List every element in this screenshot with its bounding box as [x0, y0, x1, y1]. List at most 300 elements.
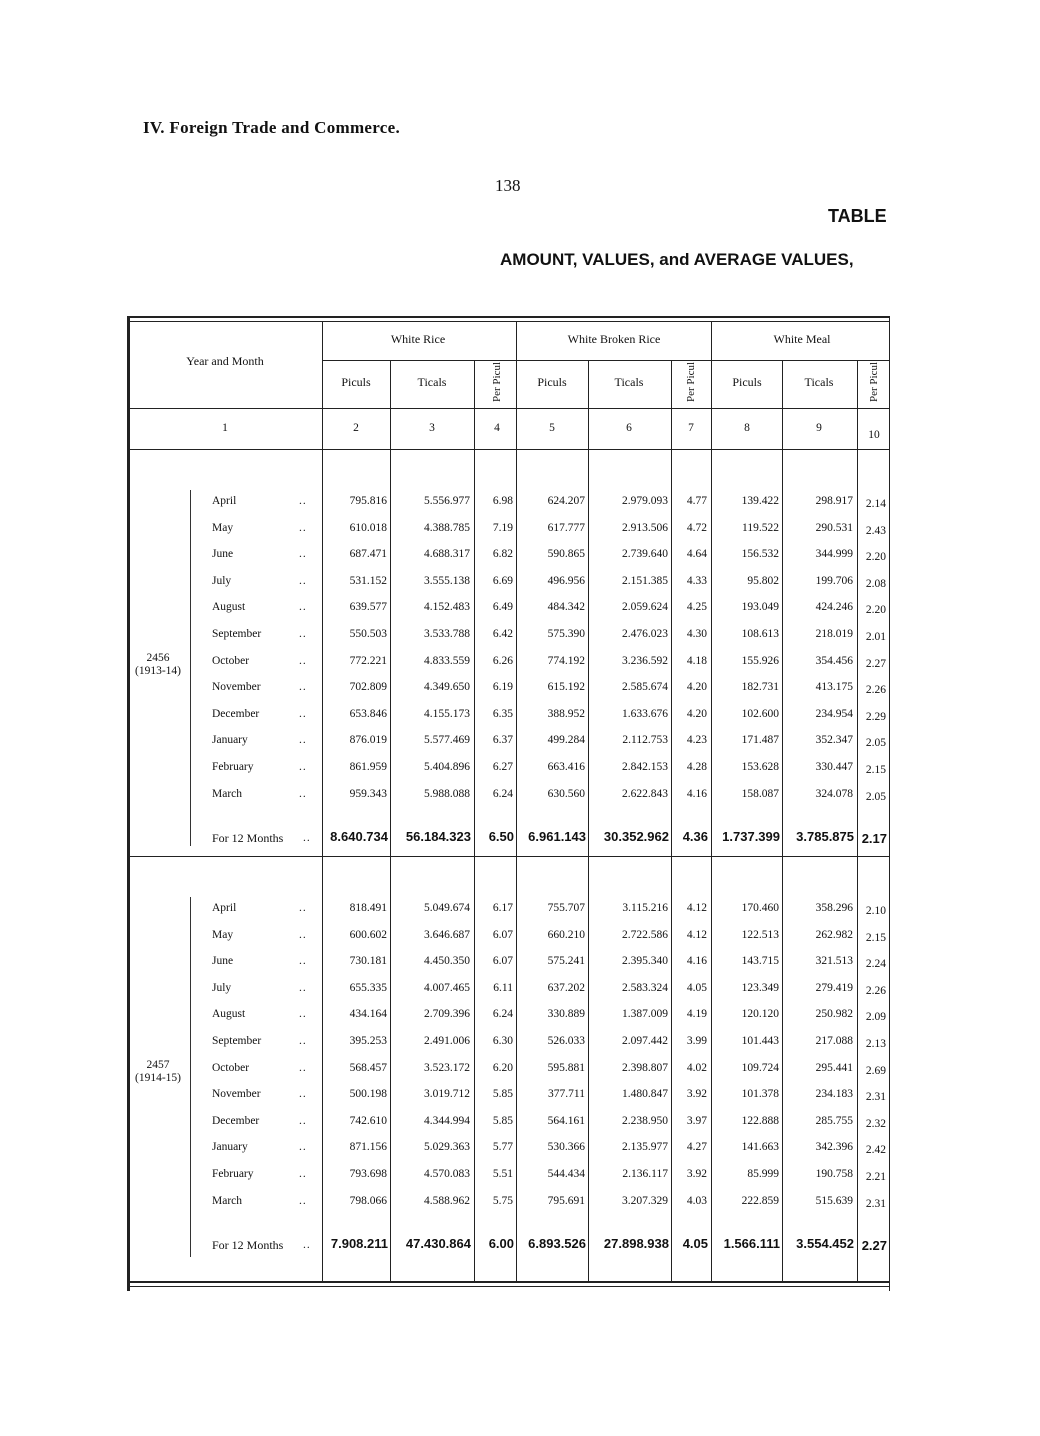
table-cell: 6.30 — [492, 1035, 513, 1047]
table-cell: 575.390 — [547, 628, 585, 640]
table-cell: 3.115.216 — [622, 902, 668, 914]
total-cell: 6.00 — [488, 1236, 514, 1251]
subheader-per-picul: Per Picul — [685, 361, 697, 403]
table-cell: 2.722.586 — [622, 928, 668, 941]
leader-dots: .. — [299, 1168, 307, 1180]
table-cell: 3.019.712 — [424, 1088, 470, 1101]
table-cell: 575.241 — [547, 955, 585, 968]
table-cell: 6.07 — [492, 928, 513, 941]
colnum-bottom-line — [127, 449, 890, 450]
table-cell: 2.979.093 — [622, 495, 668, 507]
column-number: 1 — [222, 422, 228, 434]
table-cell: 742.610 — [349, 1114, 387, 1127]
table-cell: 5.51 — [492, 1168, 513, 1180]
leader-dots: .. — [299, 1088, 307, 1101]
table-cell: 2.14 — [865, 498, 886, 510]
leader-dots: .. — [299, 628, 307, 640]
month-label: December — [212, 1114, 260, 1127]
table-cell: 2.585.674 — [622, 681, 668, 694]
table-cell: 595.881 — [547, 1061, 585, 1074]
page-number: 138 — [495, 176, 521, 195]
table-cell: 730.181 — [349, 955, 387, 968]
table-cell: 119.522 — [742, 521, 779, 534]
table-cell: 5.577.469 — [424, 734, 470, 747]
table-cell: 5.85 — [492, 1088, 513, 1101]
table-cell: 2.26 — [865, 684, 886, 697]
month-label: April — [212, 495, 237, 507]
table-cell: 6.11 — [493, 981, 513, 994]
leader-dots: .. — [299, 601, 307, 614]
table-cell: 818.491 — [349, 902, 387, 914]
table-cell: 2.09 — [865, 1011, 886, 1024]
table-cell: 108.613 — [741, 628, 779, 640]
table-cell: 630.560 — [547, 787, 585, 800]
table-cell: 153.628 — [741, 761, 779, 773]
table-cell: 3.92 — [686, 1168, 707, 1180]
table-cell: 3.207.329 — [622, 1194, 668, 1207]
leader-dots: .. — [299, 1008, 307, 1021]
table-cell: 4.570.083 — [424, 1168, 470, 1180]
column-number: 10 — [868, 429, 880, 441]
month-label: March — [212, 787, 243, 800]
table-cell: 3.555.138 — [424, 574, 470, 587]
column-number: 4 — [494, 422, 500, 434]
table-cell: 568.457 — [349, 1061, 387, 1074]
leader-dots: .. — [299, 981, 307, 994]
table-cell: 279.419 — [815, 981, 853, 994]
col-separator — [474, 361, 475, 1281]
group-header-white-broken-rice: White Broken Rice — [567, 332, 661, 346]
table-cell: 109.724 — [741, 1061, 779, 1074]
leader-dots: .. — [299, 787, 307, 800]
column-number: 2 — [353, 422, 359, 434]
month-label: September — [212, 1035, 262, 1047]
table-cell: 352.347 — [815, 734, 853, 747]
table-cell: 4.03 — [686, 1194, 707, 1207]
leader-dots: .. — [299, 761, 307, 773]
table-cell: 122.513 — [741, 928, 779, 941]
total-cell: 47.430.864 — [405, 1236, 471, 1251]
table-cell: 7.19 — [492, 521, 513, 534]
table-cell: 515.639 — [815, 1194, 853, 1207]
table-cell: 6.49 — [492, 601, 513, 614]
table-cell: 1.480.847 — [622, 1088, 668, 1101]
total-cell: 2.17 — [861, 831, 887, 846]
total-cell: 4.05 — [682, 1236, 708, 1251]
table-cell: 155.926 — [741, 654, 779, 667]
period-year-label — [135, 1059, 181, 1085]
table-cell: 170.460 — [741, 902, 779, 914]
total-cell: 3.554.452 — [796, 1236, 854, 1251]
table-cell: 550.503 — [349, 628, 387, 640]
leader-dots: .. — [299, 654, 307, 667]
month-label: February — [212, 761, 254, 773]
table-cell: 2.20 — [865, 551, 886, 564]
total-cell: 56.184.323 — [405, 829, 471, 844]
table-cell: 4.27 — [686, 1141, 707, 1154]
col-separator — [516, 322, 517, 1281]
col-separator — [588, 361, 589, 1281]
table-cell: 795.816 — [349, 495, 387, 507]
table-cell: 2.29 — [865, 710, 886, 723]
table-cell: 2.69 — [865, 1064, 886, 1077]
table-cell: 2.15 — [865, 931, 886, 944]
table-cell: 321.513 — [815, 955, 853, 968]
subheader-per-picul: Per Picul — [868, 361, 880, 403]
group-header-white-meal: White Meal — [773, 332, 831, 346]
table-cell: 4.72 — [686, 521, 707, 534]
col-separator — [322, 322, 323, 1281]
table-cell: 564.161 — [547, 1114, 585, 1127]
table-cell: 5.404.896 — [424, 761, 470, 773]
table-cell: 358.296 — [815, 902, 853, 914]
column-number: 6 — [626, 422, 632, 434]
leader-dots: .. — [299, 1194, 307, 1207]
table-cell: 2.43 — [865, 524, 886, 537]
table-cell: 3.236.592 — [622, 654, 668, 667]
table-cell: 637.202 — [547, 981, 585, 994]
table-cell: 4.388.785 — [424, 521, 470, 534]
table-cell: 2.709.396 — [424, 1008, 470, 1021]
table-cell: 2.842.153 — [622, 761, 668, 773]
table-cell: 4.12 — [686, 902, 707, 914]
table-cell: 2.13 — [865, 1038, 886, 1050]
col-separator — [671, 361, 672, 1281]
total-cell: 1.566.111 — [723, 1236, 780, 1251]
table-cell: 702.809 — [349, 681, 387, 694]
table-cell: 6.07 — [492, 955, 513, 968]
month-label: February — [212, 1168, 254, 1180]
table-cell: 424.246 — [815, 601, 853, 614]
table-cell: 6.26 — [492, 654, 513, 667]
table-cell: 2.136.117 — [622, 1168, 668, 1180]
table-cell: 2.31 — [865, 1197, 886, 1210]
table-cell: 2.238.950 — [622, 1114, 668, 1127]
table-cell: 687.471 — [349, 548, 387, 561]
table-cell: 639.577 — [349, 601, 387, 614]
group-header-white-rice: White Rice — [390, 332, 446, 346]
leader-dots: .. — [299, 928, 307, 941]
table-cell: 4.12 — [686, 928, 707, 941]
leader-dots: .. — [299, 1035, 307, 1047]
col-separator — [390, 361, 391, 1281]
col-separator — [857, 361, 858, 1281]
table-cell: 122.888 — [741, 1114, 779, 1127]
table-cell: 861.959 — [349, 761, 387, 773]
period-year-ad: (1914-15) — [135, 1072, 181, 1084]
column-number: 7 — [688, 422, 694, 434]
table-cell: 600.602 — [349, 928, 387, 941]
month-label: April — [212, 902, 237, 914]
table-cell: 6.27 — [492, 761, 513, 773]
table-cell: 102.600 — [741, 707, 779, 720]
table-cell: 4.588.962 — [424, 1194, 470, 1207]
table-cell: 1.633.676 — [622, 707, 668, 720]
table-cell: 101.378 — [741, 1088, 779, 1101]
table-cell: 871.156 — [349, 1141, 387, 1154]
table-cell: 6.35 — [492, 707, 513, 720]
month-label: October — [212, 654, 250, 667]
table-cell: 6.37 — [492, 734, 513, 747]
period-year-label — [135, 652, 181, 678]
month-label: November — [212, 681, 261, 694]
table-cell: 6.69 — [492, 574, 513, 587]
leader-dots: .. — [303, 1239, 311, 1251]
total-cell: 2.27 — [861, 1238, 887, 1253]
table-cell: 2.08 — [865, 577, 886, 590]
table-cell: 3.97 — [686, 1114, 707, 1127]
table-cell: 6.82 — [492, 548, 513, 561]
leader-dots: .. — [299, 574, 307, 587]
table-cell: 615.192 — [547, 681, 585, 694]
table-cell: 234.183 — [815, 1088, 853, 1101]
table-cell: 2.622.843 — [622, 787, 668, 800]
section-heading: IV. Foreign Trade and Commerce. — [143, 118, 401, 137]
table-cell: 4.688.317 — [424, 548, 470, 561]
total-label: For 12 Months — [212, 831, 284, 845]
table-cell: 324.078 — [815, 787, 853, 800]
leader-dots: .. — [303, 832, 311, 844]
table-cell: 4.05 — [686, 981, 707, 994]
table-cell: 590.865 — [547, 548, 585, 561]
table-cell: 4.450.350 — [424, 955, 470, 968]
table-subtitle: AMOUNT, VALUES, and AVERAGE VALUES, — [500, 250, 854, 269]
table-cell: 4.28 — [686, 761, 707, 773]
table-cell: 4.25 — [686, 601, 707, 614]
month-label: September — [212, 628, 262, 640]
table-cell: 663.416 — [547, 761, 585, 773]
table-cell: 2.059.624 — [622, 601, 668, 614]
table-cell: 4.18 — [686, 654, 707, 667]
column-number: 8 — [744, 422, 750, 434]
total-cell: 1.737.399 — [722, 829, 780, 844]
month-label: May — [212, 928, 234, 941]
table-cell: 2.05 — [865, 737, 886, 750]
leader-dots: .. — [299, 495, 307, 507]
table-cell: 434.164 — [349, 1008, 387, 1021]
table-cell: 4.30 — [686, 628, 707, 640]
table-cell: 5.556.977 — [424, 495, 470, 507]
table-cell: 139.422 — [741, 495, 779, 507]
month-label: May — [212, 521, 234, 534]
leader-dots: .. — [299, 1141, 307, 1154]
table-cell: 234.954 — [815, 707, 853, 720]
table-cell: 5.988.088 — [424, 787, 470, 800]
table-cell: 4.23 — [686, 734, 707, 747]
table-cell: 3.523.172 — [424, 1061, 470, 1074]
table-cell: 193.049 — [741, 601, 779, 614]
table-cell: 2.097.442 — [622, 1035, 668, 1047]
table-cell: 6.19 — [492, 681, 513, 694]
table-cell: 2.491.006 — [424, 1035, 470, 1047]
month-label: June — [212, 548, 234, 561]
table-cell: 2.01 — [865, 631, 886, 643]
total-cell: 27.898.938 — [603, 1236, 669, 1251]
table-cell: 3.92 — [686, 1088, 707, 1101]
table-cell: 4.20 — [686, 707, 707, 720]
table-cell: 1.387.009 — [622, 1008, 668, 1021]
table-cell: 798.066 — [349, 1194, 387, 1207]
table-cell: 755.707 — [547, 902, 585, 914]
table-cell: 496.956 — [547, 574, 585, 587]
table-cell: 4.16 — [686, 955, 707, 968]
month-label: June — [212, 955, 234, 968]
table-cell: 2.398.807 — [622, 1061, 668, 1074]
month-label: July — [212, 574, 232, 587]
table-cell: 2.913.506 — [622, 521, 668, 534]
leader-dots: .. — [299, 902, 307, 914]
col-separator — [782, 361, 783, 1281]
total-cell: 3.785.875 — [796, 829, 854, 844]
subheader-per-picul: Per Picul — [491, 361, 503, 403]
table-cell: 617.777 — [547, 521, 585, 534]
table-cell: 2.112.753 — [622, 734, 668, 747]
table-cell: 772.221 — [349, 654, 387, 667]
subheader-piculs: Piculs — [732, 375, 762, 389]
table-cell: 6.42 — [492, 628, 513, 640]
table-cell: 123.349 — [741, 981, 779, 994]
month-label: October — [212, 1061, 250, 1074]
table-cell: 530.366 — [547, 1141, 585, 1154]
subheader-ticals: Ticals — [614, 375, 644, 389]
table-cell: 101.443 — [741, 1035, 779, 1047]
header-bottom-line — [127, 408, 890, 409]
table-cell: 6.98 — [492, 495, 513, 507]
table-cell: 413.175 — [815, 681, 853, 694]
table-cell: 2.31 — [865, 1091, 886, 1104]
total-cell: 8.640.734 — [330, 829, 388, 844]
table-cell: 262.982 — [815, 928, 853, 941]
header-group-divider — [322, 360, 890, 361]
table-cell: 2.583.324 — [622, 981, 668, 994]
table-cell: 5.85 — [492, 1114, 513, 1127]
table-cell: 395.253 — [349, 1035, 387, 1047]
table-cell: 610.018 — [349, 521, 387, 534]
table-top-border-inner — [127, 321, 890, 322]
table-cell: 2.395.340 — [622, 955, 668, 968]
table-cell: 377.711 — [548, 1088, 585, 1101]
table-cell: 2.26 — [865, 984, 886, 997]
table-cell: 4.833.559 — [424, 654, 470, 667]
table-cell: 5.77 — [492, 1141, 513, 1154]
table-cell: 959.343 — [349, 787, 387, 800]
table-cell: 795.691 — [547, 1194, 585, 1207]
table-cell: 199.706 — [815, 574, 853, 587]
trade-table — [127, 316, 892, 1291]
table-cell: 4.33 — [686, 574, 707, 587]
table-cell: 217.088 — [815, 1035, 853, 1047]
month-label: July — [212, 981, 232, 994]
table-cell: 388.952 — [547, 707, 585, 720]
table-cell: 499.284 — [547, 734, 585, 747]
period-year-ad: (1913-14) — [135, 665, 181, 677]
total-cell: 6.961.143 — [528, 829, 586, 844]
month-label: January — [212, 734, 248, 747]
table-cell: 6.17 — [492, 902, 513, 914]
table-cell: 141.663 — [741, 1141, 779, 1154]
month-label: November — [212, 1088, 261, 1101]
table-cell: 95.802 — [747, 574, 779, 587]
subheader-ticals: Ticals — [804, 375, 834, 389]
table-cell: 5.029.363 — [424, 1141, 470, 1154]
leader-dots: .. — [299, 955, 307, 968]
table-cell: 222.859 — [741, 1194, 779, 1207]
table-cell: 6.24 — [492, 787, 513, 800]
table-cell: 4.19 — [686, 1008, 707, 1021]
table-cell: 85.999 — [747, 1168, 779, 1180]
subheader-piculs: Piculs — [341, 375, 371, 389]
period-year: 2457 — [146, 1059, 170, 1071]
table-cell: 190.758 — [815, 1168, 853, 1180]
table-cell: 793.698 — [349, 1168, 387, 1180]
table-cell: 4.007.465 — [424, 981, 470, 994]
table-cell: 3.533.788 — [424, 628, 470, 640]
period-year: 2456 — [146, 652, 170, 664]
table-right-border — [889, 316, 890, 1291]
table-cell: 526.033 — [547, 1035, 585, 1047]
table-cell: 156.532 — [741, 548, 779, 561]
table-cell: 660.210 — [547, 928, 585, 941]
period-bracket — [190, 490, 191, 846]
table-cell: 4.349.650 — [424, 681, 470, 694]
table-cell: 2.15 — [865, 764, 886, 776]
table-cell: 342.396 — [815, 1141, 853, 1154]
table-cell: 218.019 — [815, 628, 853, 640]
table-cell: 344.999 — [815, 548, 853, 561]
table-cell: 4.02 — [686, 1061, 707, 1074]
table-cell: 3.99 — [686, 1035, 707, 1047]
table-cell: 4.20 — [686, 681, 707, 694]
table-cell: 6.20 — [492, 1061, 513, 1074]
column-number: 5 — [549, 422, 555, 434]
leader-dots: .. — [299, 1114, 307, 1127]
leader-dots: .. — [299, 1061, 307, 1074]
col-separator — [711, 322, 712, 1281]
table-cell: 2.24 — [865, 958, 886, 971]
table-cell: 120.120 — [741, 1008, 779, 1021]
year-month-header: Year and Month — [186, 354, 264, 368]
leader-dots: .. — [299, 707, 307, 720]
table-cell: 2.151.385 — [622, 574, 668, 587]
leader-dots: .. — [299, 548, 307, 561]
table-cell: 285.755 — [815, 1114, 853, 1127]
table-cell: 653.846 — [349, 707, 387, 720]
table-cell: 4.77 — [686, 495, 707, 507]
month-label: August — [212, 601, 246, 614]
table-cell: 876.019 — [349, 734, 387, 747]
total-cell: 30.352.962 — [603, 829, 669, 844]
total-label: For 12 Months — [212, 1238, 284, 1252]
column-number: 3 — [429, 422, 435, 434]
subheader-ticals: Ticals — [417, 375, 447, 389]
total-cell: 7.908.211 — [330, 1236, 388, 1251]
table-cell: 4.16 — [686, 787, 707, 800]
month-label: March — [212, 1194, 243, 1207]
table-label: TABLE — [828, 206, 887, 226]
table-cell: 295.441 — [815, 1061, 853, 1074]
table-cell: 531.152 — [349, 574, 387, 587]
table-cell: 5.75 — [492, 1194, 513, 1207]
leader-dots: .. — [299, 681, 307, 694]
table-cell: 2.27 — [865, 657, 886, 670]
month-label: January — [212, 1141, 248, 1154]
leader-dots: .. — [299, 734, 307, 747]
leader-dots: .. — [299, 521, 307, 534]
table-cell: 290.531 — [815, 521, 853, 534]
table-cell: 4.155.173 — [424, 707, 470, 720]
table-cell: 182.731 — [741, 681, 779, 694]
table-cell: 6.24 — [492, 1008, 513, 1021]
